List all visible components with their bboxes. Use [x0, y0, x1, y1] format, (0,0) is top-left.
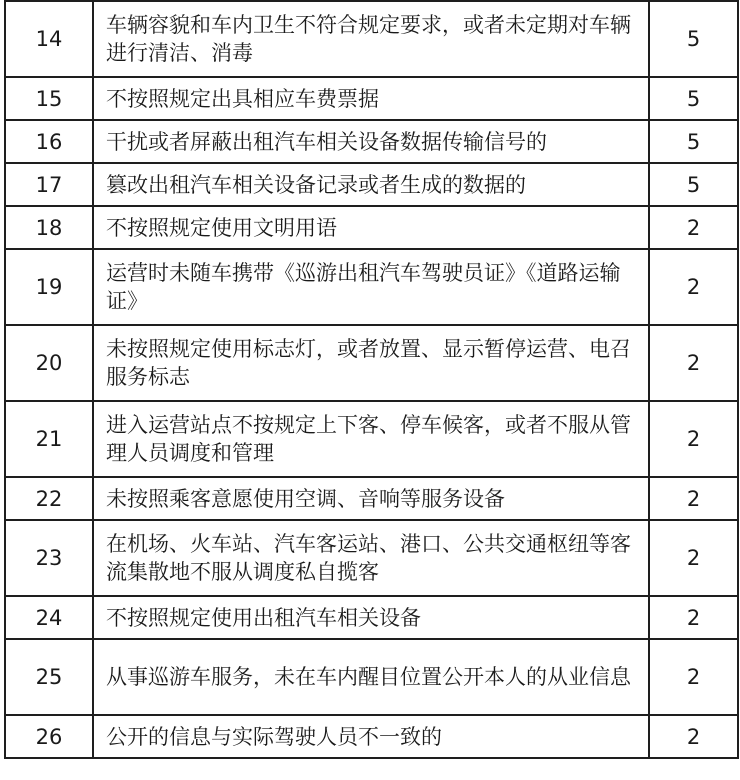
violation-description: 公开的信息与实际驾驶人员不一致的	[93, 715, 649, 758]
penalty-score: 2	[649, 477, 738, 520]
violation-description: 不按照规定使用文明用语	[93, 206, 649, 249]
table-row	[5, 596, 738, 639]
row-number: 21	[5, 401, 93, 477]
table-row	[5, 1, 738, 77]
table-row	[5, 401, 738, 477]
penalty-score: 2	[649, 520, 738, 596]
row-number: 14	[5, 1, 93, 77]
table-body	[5, 1, 738, 758]
violation-description: 运营时未随车携带《巡游出租汽车驾驶员证》《道路运输证》	[93, 249, 649, 325]
penalty-score: 2	[649, 325, 738, 401]
penalty-score: 5	[649, 77, 738, 120]
table-row	[5, 639, 738, 715]
violation-description: 未按照规定使用标志灯，或者放置、显示暂停运营、电召服务标志	[93, 325, 649, 401]
penalty-score: 5	[649, 120, 738, 163]
row-number: 22	[5, 477, 93, 520]
row-number: 23	[5, 520, 93, 596]
violation-description: 进入运营站点不按规定上下客、停车候客，或者不服从管理人员调度和管理	[93, 401, 649, 477]
penalty-score: 2	[649, 596, 738, 639]
table-row	[5, 120, 738, 163]
row-number: 18	[5, 206, 93, 249]
penalty-score: 5	[649, 1, 738, 77]
row-number: 16	[5, 120, 93, 163]
row-number: 17	[5, 163, 93, 206]
table-row	[5, 206, 738, 249]
violation-description: 在机场、火车站、汽车客运站、港口、公共交通枢纽等客流集散地不服从调度私自揽客	[93, 520, 649, 596]
violation-description: 未按照乘客意愿使用空调、音响等服务设备	[93, 477, 649, 520]
penalty-score: 2	[649, 401, 738, 477]
violation-description: 篡改出租汽车相关设备记录或者生成的数据的	[93, 163, 649, 206]
row-number: 19	[5, 249, 93, 325]
penalty-score: 2	[649, 206, 738, 249]
violation-score-table	[4, 0, 739, 759]
table-row	[5, 477, 738, 520]
penalty-score: 2	[649, 715, 738, 758]
row-number: 25	[5, 639, 93, 715]
table-row	[5, 163, 738, 206]
row-number: 15	[5, 77, 93, 120]
violation-table-container	[4, 0, 737, 759]
table-row	[5, 715, 738, 758]
violation-description: 不按照规定出具相应车费票据	[93, 77, 649, 120]
row-number: 26	[5, 715, 93, 758]
table-row	[5, 249, 738, 325]
penalty-score: 5	[649, 163, 738, 206]
penalty-score: 2	[649, 639, 738, 715]
table-row	[5, 520, 738, 596]
violation-description: 不按照规定使用出租汽车相关设备	[93, 596, 649, 639]
violation-description: 车辆容貌和车内卫生不符合规定要求，或者未定期对车辆进行清洁、消毒	[93, 1, 649, 77]
penalty-score: 2	[649, 249, 738, 325]
violation-description: 从事巡游车服务，未在车内醒目位置公开本人的从业信息	[93, 639, 649, 715]
row-number: 24	[5, 596, 93, 639]
violation-description: 干扰或者屏蔽出租汽车相关设备数据传输信号的	[93, 120, 649, 163]
table-row	[5, 325, 738, 401]
row-number: 20	[5, 325, 93, 401]
table-row	[5, 77, 738, 120]
